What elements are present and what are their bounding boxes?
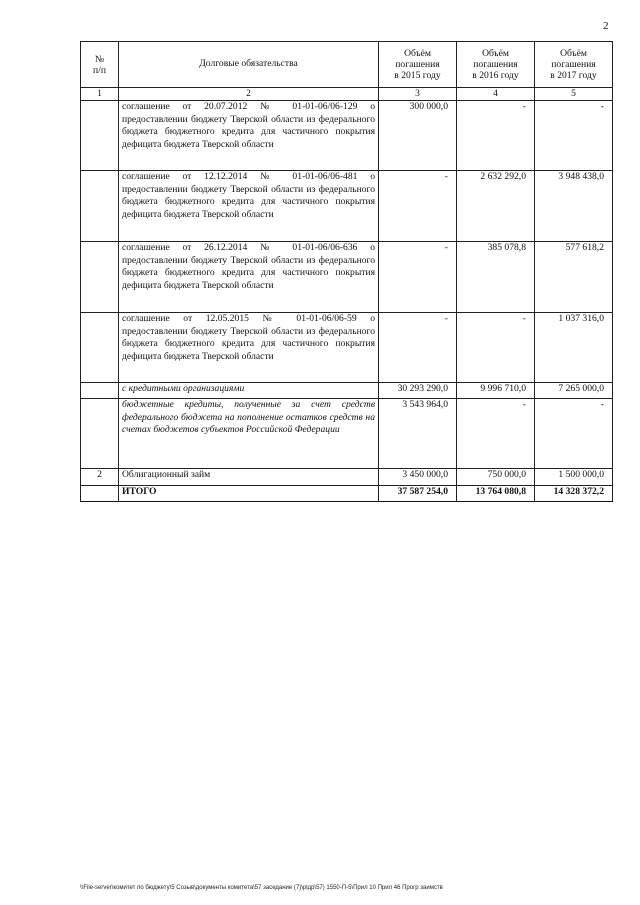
table-row <box>81 383 613 399</box>
value-2017: 1 037 316,0 <box>535 313 613 383</box>
header-num-label: № п/п <box>93 53 106 76</box>
row-num <box>81 313 119 383</box>
value-2016: 9 996 710,0 <box>457 383 535 399</box>
row-num <box>81 171 119 242</box>
header-obligations: Долговые обязательства <box>119 42 379 88</box>
total-row <box>81 486 613 502</box>
total-2017: 14 328 372,2 <box>535 486 613 502</box>
row-description: с кредитными организациями <box>119 383 379 399</box>
value-2017: - <box>535 399 613 469</box>
row-description: соглашение от 20.07.2012 № 01-01-06/06-129 о предоставлении бюджету Тверской области из федерального бюджета бюджетного кредита для частичного покрытия дефицита бюджета Тверской области <box>119 101 379 171</box>
row-num <box>81 383 119 399</box>
value-2016: 2 632 292,0 <box>457 171 535 242</box>
column-number: 2 <box>119 88 379 101</box>
column-number: 3 <box>379 88 457 101</box>
row-num: 2 <box>81 469 119 486</box>
row-description: соглашение от 26.12.2014 № 01-01-06/06-636 о предоставлении бюджету Тверской области из федерального бюджета бюджетного кредита для частичного покрытия дефицита бюджета Тверской области <box>119 242 379 313</box>
value-2017: - <box>535 101 613 171</box>
value-2016: - <box>457 399 535 469</box>
header-year-2016 <box>457 42 535 88</box>
total-2015: 37 587 254,0 <box>379 486 457 502</box>
column-number: 5 <box>535 88 613 101</box>
header-year-2015 <box>379 42 457 88</box>
total-2016: 13 764 080,8 <box>457 486 535 502</box>
value-2015: - <box>379 171 457 242</box>
debt-obligations-table <box>80 41 613 502</box>
row-num <box>81 101 119 171</box>
header-num <box>81 42 119 88</box>
value-2017: 3 948 438,0 <box>535 171 613 242</box>
row-description: соглашение от 12.12.2014 № 01-01-06/06-481 о предоставлении бюджету Тверской области из федерального бюджета бюджетного кредита для частичного покрытия дефицита бюджета Тверской области <box>119 171 379 242</box>
header-year-2016-label: Объём погашения в 2016 году <box>472 48 519 81</box>
row-num <box>81 399 119 469</box>
value-2015: - <box>379 313 457 383</box>
table-row <box>81 469 613 486</box>
row-description: бюджетные кредиты, полученные за счет средств федерального бюджета на пополнение остатков средств на счетах бюджетов субъектов Российской Федерации <box>119 399 379 469</box>
total-label: ИТОГО <box>119 486 379 502</box>
table-row <box>81 242 613 313</box>
value-2015: 300 000,0 <box>379 101 457 171</box>
header-year-2015-label: Объём погашения в 2015 году <box>394 48 441 81</box>
value-2017: 7 265 000,0 <box>535 383 613 399</box>
column-number-row <box>81 88 613 101</box>
value-2015: 3 543 964,0 <box>379 399 457 469</box>
value-2016: 385 078,8 <box>457 242 535 313</box>
value-2015: - <box>379 242 457 313</box>
row-description: Облигационный займ <box>119 469 379 486</box>
value-2017: 577 618,2 <box>535 242 613 313</box>
value-2015: 30 293 290,0 <box>379 383 457 399</box>
file-path-footer: \\File-server\комитет по бюджету\5 Созыв\документы комитета\57 заседание (7)\рlдр\57) 1550-П-5\Прил 10 Прил 46 Прогр заимств <box>80 885 443 891</box>
table-header-row <box>81 42 613 88</box>
value-2016: - <box>457 101 535 171</box>
value-2016: 750 000,0 <box>457 469 535 486</box>
table-row <box>81 313 613 383</box>
column-number: 4 <box>457 88 535 101</box>
value-2015: 3 450 000,0 <box>379 469 457 486</box>
value-2016: - <box>457 313 535 383</box>
column-number: 1 <box>81 88 119 101</box>
total-num <box>81 486 119 502</box>
table-row <box>81 101 613 171</box>
table-row <box>81 171 613 242</box>
page-number: 2 <box>603 20 609 32</box>
header-year-2017 <box>535 42 613 88</box>
table-row <box>81 399 613 469</box>
row-num <box>81 242 119 313</box>
header-year-2017-label: Объём погашения в 2017 году <box>550 48 597 81</box>
row-description: соглашение от 12.05.2015 № 01-01-06/06-59 о предоставлении бюджету Тверской области из федерального бюджета бюджетного кредита для частичного покрытия дефицита бюджета Тверской области <box>119 313 379 383</box>
value-2017: 1 500 000,0 <box>535 469 613 486</box>
